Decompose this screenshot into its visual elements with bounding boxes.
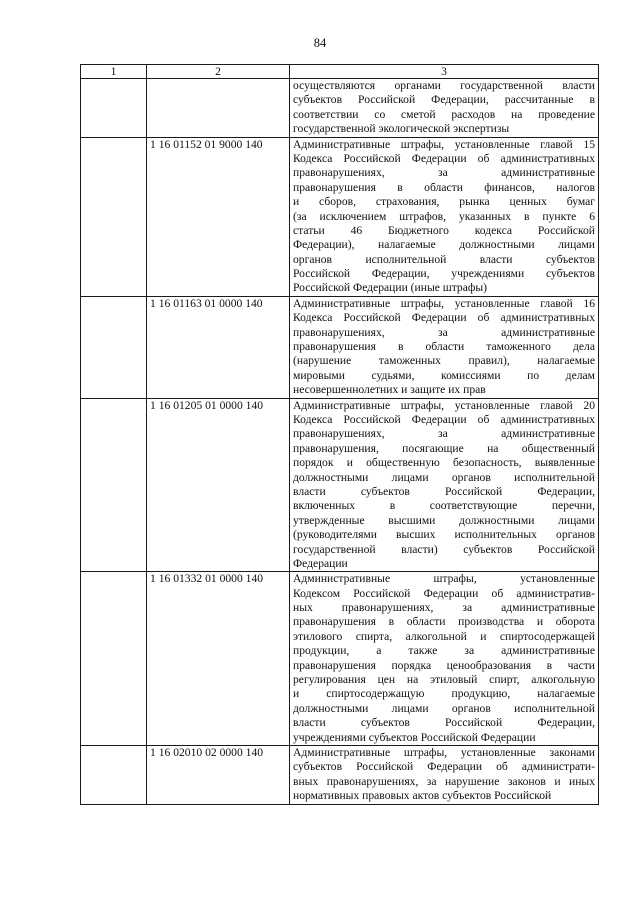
page-number: 84 (313, 36, 327, 50)
table-row (81, 296, 599, 398)
budget-code-cell: 1 16 01332 01 0000 140 (147, 572, 290, 746)
description-cell (290, 745, 599, 804)
description-line: Административные штрафы, установленные главой 20 (293, 398, 595, 412)
description-line: (нарушение таможенных правил), налагаемые (293, 354, 595, 368)
row-number-cell (81, 745, 147, 804)
description-line: субъектов Российской Федерации об администрати- (293, 760, 595, 774)
table-body (81, 79, 599, 805)
description-line: должностными лицами органов исполнительной (293, 470, 595, 484)
description-line: Административные штрафы, установленные главой 16 (293, 296, 595, 310)
row-number-cell (81, 79, 147, 138)
description-line: Федерации (293, 556, 348, 570)
description-line: Административные штрафы, установленные главой 15 (293, 137, 595, 151)
table-header-row (81, 65, 599, 79)
description-cell (290, 137, 599, 296)
row-number-cell (81, 296, 147, 398)
column-header-2: 2 (147, 65, 290, 79)
description-line: ных правонарушениях, за административные (293, 601, 595, 615)
budget-code-cell (147, 79, 290, 138)
description-line: правонарушения в области производства и оборота (293, 615, 595, 629)
description-line: статьи 46 Бюджетного кодекса Российской (293, 223, 595, 237)
description-line: государственной власти) субъектов Российской (293, 542, 595, 556)
description-line: Российской Федерации, учреждениями субъектов (293, 267, 595, 281)
column-header-3: 3 (290, 65, 599, 79)
row-number-cell (81, 398, 147, 572)
description-line: власти субъектов Российской Федерации, (293, 716, 595, 730)
description-line: субъектов Российской Федерации, рассчитанные в (293, 93, 595, 107)
description-line: правонарушениях, за административные (293, 427, 595, 441)
description-cell (290, 398, 599, 572)
table-row (81, 572, 599, 746)
description-line: правонарушениях, за административные (293, 325, 595, 339)
description-line: государственной экологической экспертизы (293, 122, 510, 136)
table-row (81, 79, 599, 138)
description-line: правонарушения в области финансов, налогов (293, 180, 595, 194)
description-line: вных правонарушениях, за нарушение законов и иных (293, 774, 595, 788)
budget-code-cell: 1 16 01163 01 0000 140 (147, 296, 290, 398)
description-line: (за исключением штрафов, указанных в пункте 6 (293, 209, 595, 223)
row-number-cell (81, 572, 147, 746)
description-cell (290, 79, 599, 138)
description-line: органов исполнительной власти субъектов (293, 252, 595, 266)
description-line: правонарушения порядка ценообразования в части (293, 658, 595, 672)
description-line: Кодекса Российской Федерации об административных (293, 412, 595, 426)
description-cell (290, 296, 599, 398)
budget-code-cell: 1 16 01205 01 0000 140 (147, 398, 290, 572)
description-line: осуществляются органами государственной власти (293, 79, 595, 92)
description-line: Кодексом Российской Федерации об административ- (293, 586, 595, 600)
table-row (81, 745, 599, 804)
description-line: учреждениями субъектов Российской Федерации (293, 730, 536, 744)
description-line: Федерации), налагаемые должностными лицами (293, 238, 595, 252)
description-line: порядок и общественную безопасность, выявленные (293, 456, 595, 470)
description-line: Кодекса Российской Федерации об административных (293, 151, 595, 165)
description-line: включенных в соответствующие перечни, (293, 499, 595, 513)
description-line: и сборов, страхования, рынка ценных бумаг (293, 195, 595, 209)
description-line: Кодекса Российской Федерации об административных (293, 311, 595, 325)
description-line: (руководителями высших исполнительных органов (293, 528, 595, 542)
description-line: правонарушения, посягающие на общественный (293, 441, 595, 455)
description-line: этилового спирта, алкогольной и спиртосодержащей (293, 629, 595, 643)
description-line: несовершеннолетних и защите их прав (293, 383, 486, 397)
description-cell (290, 572, 599, 746)
description-line: соответствии со сметой расходов на проведение (293, 107, 595, 121)
column-header-1: 1 (81, 65, 147, 79)
budget-codes-table (80, 64, 599, 805)
row-number-cell (81, 137, 147, 296)
budget-code-cell: 1 16 01152 01 9000 140 (147, 137, 290, 296)
description-line: Административные штрафы, установленные законами (293, 745, 595, 759)
description-line: правонарушения в области таможенного дела (293, 340, 595, 354)
description-line: регулирования цен на этиловый спирт, алкогольную (293, 673, 595, 687)
description-line: Административные штрафы, установленные (293, 572, 595, 586)
table-row (81, 398, 599, 572)
description-line: утвержденные высшими должностными лицами (293, 513, 595, 527)
description-line: Российской Федерации (иные штрафы) (293, 281, 488, 295)
description-line: и спиртосодержащую продукцию, налагаемые (293, 687, 595, 701)
budget-code-cell: 1 16 02010 02 0000 140 (147, 745, 290, 804)
description-line: власти субъектов Российской Федерации, (293, 484, 595, 498)
description-line: мировыми судьями, комиссиями по делам (293, 368, 595, 382)
description-line: нормативных правовых актов субъектов Российской (293, 789, 552, 803)
description-line: должностными лицами органов исполнительной (293, 701, 595, 715)
description-line: правонарушениях, за административные (293, 166, 595, 180)
table-row (81, 137, 599, 296)
description-line: продукции, а также за административные (293, 644, 595, 658)
